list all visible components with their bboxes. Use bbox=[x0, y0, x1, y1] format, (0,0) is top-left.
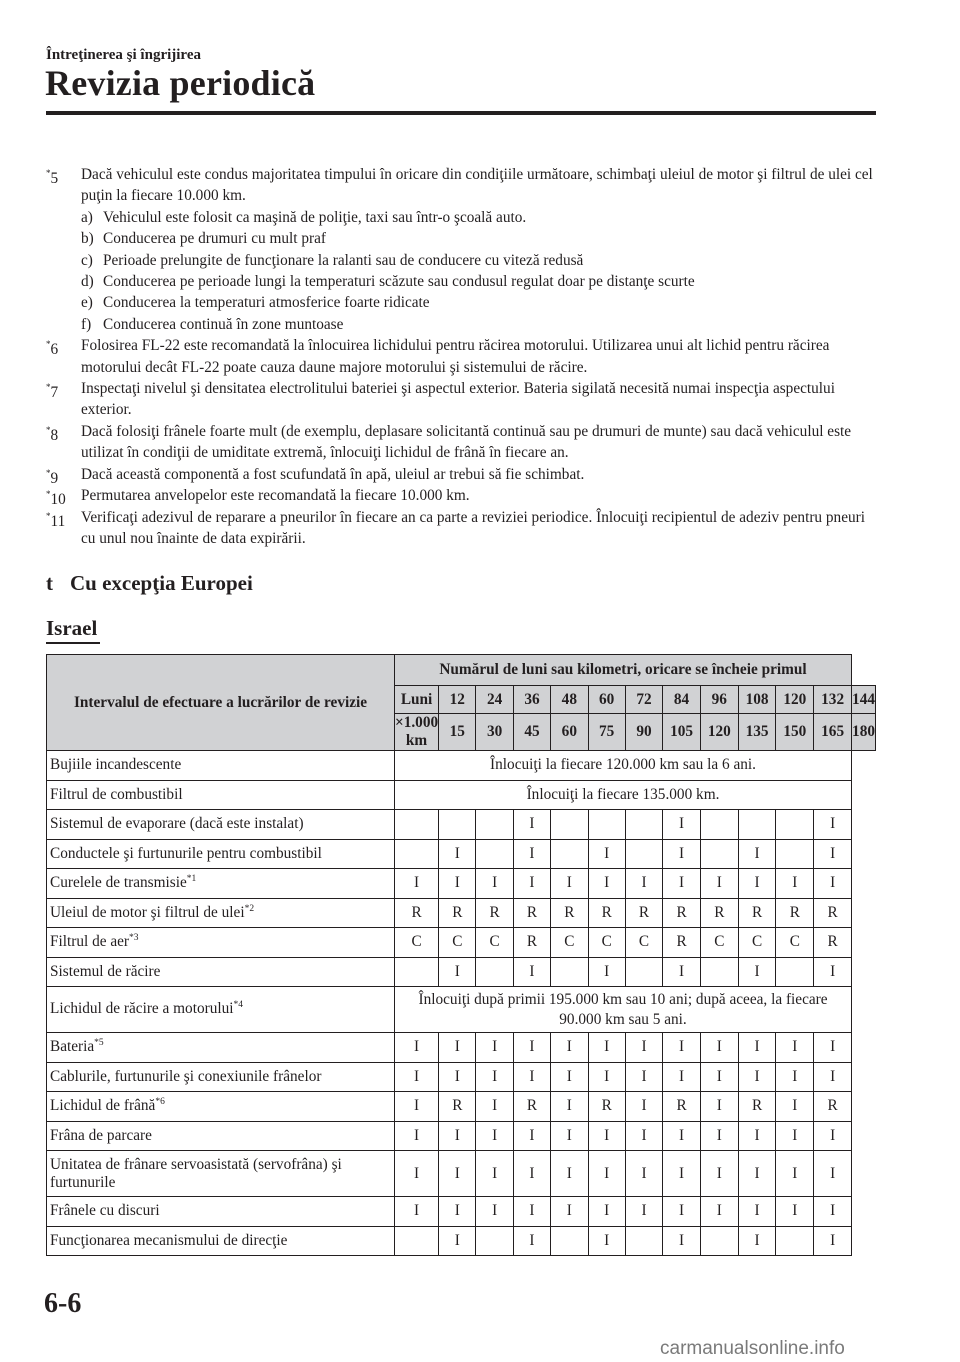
footnote-subitem: c) Perioade prelungite de funcţionare la ralanti sau de conducere cu viteză redusă bbox=[81, 251, 584, 269]
schedule-cell: I bbox=[588, 1226, 625, 1256]
row-header: Intervalul de efectuare a lucrărilor de revizie bbox=[47, 655, 395, 751]
schedule-cell: I bbox=[814, 957, 852, 987]
schedule-cell: I bbox=[588, 1121, 625, 1151]
schedule-cell: I bbox=[551, 1121, 588, 1151]
schedule-cell bbox=[588, 810, 625, 840]
footnote-subitem: f) Conducerea continuă în zone muntoase bbox=[81, 315, 344, 333]
schedule-cell: I bbox=[738, 1226, 776, 1256]
schedule-cell: I bbox=[439, 1151, 476, 1197]
maintenance-item: Funcţionarea mecanismului de direcţie bbox=[47, 1226, 395, 1256]
schedule-cell: I bbox=[513, 1062, 550, 1092]
footnote-text: Verificaţi adezivul de reparare a pneurilor în fiecare an ca parte a reviziei periodice. Înlocuiţi recipientul de adeziv pentru pneuri cu unul nou înainte de data expirării. bbox=[81, 508, 865, 547]
schedule-cell bbox=[625, 839, 662, 869]
month-column-header: 72 bbox=[625, 686, 662, 714]
schedule-cell: I bbox=[551, 1197, 588, 1227]
schedule-cell: R bbox=[663, 898, 701, 928]
schedule-cell: I bbox=[663, 957, 701, 987]
schedule-cell bbox=[776, 839, 814, 869]
schedule-cell: I bbox=[513, 957, 550, 987]
schedule-cell: R bbox=[588, 898, 625, 928]
schedule-cell: I bbox=[663, 1197, 701, 1227]
interval-header: Numărul de luni sau kilometri, oricare se încheie primul bbox=[394, 655, 851, 686]
km-column-header: 60 bbox=[551, 714, 588, 751]
km-column-header: 120 bbox=[700, 714, 738, 751]
schedule-cell: I bbox=[700, 1121, 738, 1151]
schedule-cell bbox=[700, 1226, 738, 1256]
table-row bbox=[47, 898, 876, 928]
schedule-cell: I bbox=[738, 839, 776, 869]
schedule-cell: I bbox=[476, 1033, 513, 1063]
footnote-mark: *8 bbox=[46, 424, 59, 444]
region-rule bbox=[46, 642, 100, 644]
maintenance-schedule-table bbox=[46, 654, 876, 1256]
schedule-cell: I bbox=[394, 1092, 438, 1122]
km-column-header: 30 bbox=[476, 714, 513, 751]
schedule-cell: I bbox=[439, 957, 476, 987]
schedule-cell: I bbox=[513, 839, 550, 869]
schedule-cell: I bbox=[663, 810, 701, 840]
schedule-cell: I bbox=[738, 1197, 776, 1227]
schedule-cell: R bbox=[700, 898, 738, 928]
schedule-cell: I bbox=[551, 1062, 588, 1092]
maintenance-item: Filtrul de aer$^{*3}$ bbox=[47, 928, 395, 958]
schedule-cell: I bbox=[551, 869, 588, 899]
schedule-cell bbox=[700, 839, 738, 869]
schedule-cell: R bbox=[776, 898, 814, 928]
schedule-cell: I bbox=[588, 1062, 625, 1092]
table-row bbox=[47, 957, 876, 987]
schedule-cell bbox=[700, 957, 738, 987]
maintenance-item: Unitatea de frânare servoasistată (servofrâna) şi furtunurile bbox=[47, 1151, 395, 1197]
schedule-cell: I bbox=[738, 869, 776, 899]
schedule-cell: R bbox=[814, 1092, 852, 1122]
table-row bbox=[47, 928, 876, 958]
schedule-cell bbox=[551, 839, 588, 869]
schedule-cell: I bbox=[394, 1151, 438, 1197]
footnote-ref: *5 bbox=[94, 1038, 104, 1049]
schedule-cell: R bbox=[738, 898, 776, 928]
schedule-cell: I bbox=[476, 1151, 513, 1197]
schedule-cell: I bbox=[439, 839, 476, 869]
schedule-cell: I bbox=[663, 1121, 701, 1151]
maintenance-item: Frânele cu discuri bbox=[47, 1197, 395, 1227]
schedule-cell: I bbox=[625, 1092, 662, 1122]
footnote-subitem: d) Conducerea pe perioade lungi la temperaturi scăzute sau condusul regulat doar pe distanţe scurte bbox=[81, 273, 695, 291]
schedule-cell: I bbox=[551, 1151, 588, 1197]
schedule-cell: R bbox=[439, 1092, 476, 1122]
schedule-cell: C bbox=[700, 928, 738, 958]
schedule-cell bbox=[476, 1226, 513, 1256]
km-column-header: 15 bbox=[439, 714, 476, 751]
schedule-cell: I bbox=[738, 1121, 776, 1151]
table-row bbox=[47, 1151, 876, 1197]
schedule-cell: I bbox=[700, 1033, 738, 1063]
schedule-cell bbox=[625, 957, 662, 987]
title-rule bbox=[46, 111, 876, 115]
schedule-cell bbox=[476, 957, 513, 987]
schedule-cell: I bbox=[776, 869, 814, 899]
schedule-cell: I bbox=[394, 1062, 438, 1092]
table-row bbox=[47, 1226, 876, 1256]
table-row bbox=[47, 780, 876, 810]
schedule-cell: I bbox=[776, 1092, 814, 1122]
maintenance-item: Uleiul de motor şi filtrul de ulei$^{*2}$ bbox=[47, 898, 395, 928]
schedule-cell: I bbox=[588, 957, 625, 987]
schedule-cell bbox=[776, 1226, 814, 1256]
schedule-cell: I bbox=[439, 1062, 476, 1092]
section-label: Întreţinerea şi îngrijirea bbox=[46, 47, 201, 63]
schedule-cell: I bbox=[814, 869, 852, 899]
schedule-cell: I bbox=[814, 1033, 852, 1063]
schedule-cell: I bbox=[700, 1092, 738, 1122]
schedule-cell bbox=[776, 957, 814, 987]
month-column-header: 12 bbox=[439, 686, 476, 714]
schedule-cell: I bbox=[625, 1197, 662, 1227]
section-bullet-icon: t bbox=[46, 571, 53, 595]
schedule-cell: I bbox=[588, 1033, 625, 1063]
footnotes bbox=[46, 164, 876, 549]
footnote-subitem: a) Vehiculul este folosit ca maşină de poliţie, taxi sau într-o şcoală auto. bbox=[81, 208, 527, 226]
schedule-cell: I bbox=[476, 869, 513, 899]
maintenance-item: Sistemul de răcire bbox=[47, 957, 395, 987]
maintenance-item: Conductele şi furtunurile pentru combustibil bbox=[47, 839, 395, 869]
table-row bbox=[47, 987, 876, 1033]
km-column-header: 45 bbox=[513, 714, 550, 751]
schedule-cell bbox=[439, 810, 476, 840]
km-column-header: 135 bbox=[738, 714, 776, 751]
schedule-cell: I bbox=[663, 839, 701, 869]
schedule-cell: R bbox=[738, 1092, 776, 1122]
schedule-cell bbox=[776, 810, 814, 840]
schedule-cell bbox=[738, 810, 776, 840]
maintenance-item: Sistemul de evaporare (dacă este instalat) bbox=[47, 810, 395, 840]
maintenance-item: Lichidul de răcire a motorului$^{*4}$ bbox=[47, 987, 395, 1033]
schedule-cell: I bbox=[700, 869, 738, 899]
footnote-mark: *5 bbox=[46, 168, 59, 188]
table-row bbox=[47, 839, 876, 869]
schedule-cell: I bbox=[776, 1197, 814, 1227]
km-column-header: 75 bbox=[588, 714, 625, 751]
month-column-header: 84 bbox=[663, 686, 701, 714]
schedule-cell: I bbox=[625, 1062, 662, 1092]
footnote-text: Folosirea FL-22 este recomandată la înlocuirea lichidului pentru răcirea motorului. Utilizarea unui alt lichid pentru răcirea motorului decât FL-22 poate cauza daune majore motorului şi sistemului de răcire. bbox=[81, 337, 830, 376]
interval-instruction: Înlocuiţi după primii 195.000 km sau 10 ani; după aceea, la fiecare 90.000 km sau 5 ani. bbox=[394, 987, 851, 1033]
schedule-cell bbox=[476, 839, 513, 869]
schedule-cell: I bbox=[625, 1033, 662, 1063]
schedule-cell: C bbox=[394, 928, 438, 958]
maintenance-item: Filtrul de combustibil bbox=[47, 780, 395, 810]
footnote-mark: *10 bbox=[46, 489, 66, 509]
month-column-header: 132 bbox=[814, 686, 852, 714]
schedule-cell: I bbox=[513, 1197, 550, 1227]
schedule-cell: I bbox=[476, 1121, 513, 1151]
maintenance-item: Frâna de parcare bbox=[47, 1121, 395, 1151]
footnote-text: Dacă folosiţi frânele foarte mult (de exemplu, deplasare solicitantă continuă sau pe drumuri de munte) sau dacă vehiculul este utilizat în condiţii de umiditate extremă, înlocuiţi lichidul de frână în fiecare an. bbox=[81, 422, 852, 462]
schedule-cell: C bbox=[439, 928, 476, 958]
month-column-header: 24 bbox=[476, 686, 513, 714]
schedule-cell: R bbox=[439, 898, 476, 928]
month-column-header: 108 bbox=[738, 686, 776, 714]
footnote bbox=[46, 464, 876, 485]
schedule-cell: R bbox=[513, 928, 550, 958]
schedule-cell: I bbox=[513, 1033, 550, 1063]
schedule-cell: I bbox=[776, 1033, 814, 1063]
schedule-cell: I bbox=[513, 1151, 550, 1197]
footnote bbox=[46, 378, 876, 421]
footnote-mark: *7 bbox=[46, 382, 59, 402]
schedule-cell: C bbox=[476, 928, 513, 958]
schedule-cell: I bbox=[513, 810, 550, 840]
schedule-cell: I bbox=[513, 1121, 550, 1151]
schedule-cell: I bbox=[814, 1197, 852, 1227]
schedule-cell: C bbox=[551, 928, 588, 958]
schedule-cell: I bbox=[700, 1062, 738, 1092]
schedule-cell: I bbox=[814, 1121, 852, 1151]
schedule-cell: I bbox=[588, 1151, 625, 1197]
footnote-mark: *11 bbox=[46, 510, 66, 530]
schedule-cell: I bbox=[738, 957, 776, 987]
month-column-header: 36 bbox=[513, 686, 550, 714]
schedule-cell bbox=[551, 1226, 588, 1256]
maintenance-item: Curelele de transmisie$^{*1}$ bbox=[47, 869, 395, 899]
schedule-cell: I bbox=[394, 869, 438, 899]
footnote-ref: *4 bbox=[233, 1000, 243, 1011]
footnote bbox=[46, 421, 876, 464]
schedule-cell: I bbox=[476, 1062, 513, 1092]
table-row bbox=[47, 869, 876, 899]
schedule-cell: I bbox=[476, 1197, 513, 1227]
schedule-cell: I bbox=[776, 1151, 814, 1197]
schedule-cell: R bbox=[513, 898, 550, 928]
schedule-cell bbox=[394, 1226, 438, 1256]
schedule-cell: R bbox=[625, 898, 662, 928]
schedule-cell: I bbox=[663, 1062, 701, 1092]
schedule-cell: I bbox=[814, 810, 852, 840]
km-column-header: 90 bbox=[625, 714, 662, 751]
schedule-cell: I bbox=[700, 1151, 738, 1197]
interval-instruction: Înlocuiţi la fiecare 135.000 km. bbox=[394, 780, 851, 810]
region-title: Israel bbox=[46, 616, 98, 640]
schedule-cell: I bbox=[439, 869, 476, 899]
schedule-cell: I bbox=[394, 1033, 438, 1063]
schedule-cell: I bbox=[814, 1226, 852, 1256]
schedule-cell bbox=[394, 839, 438, 869]
months-label: Luni bbox=[394, 686, 438, 714]
footnote-subitem: b) Conducerea pe drumuri cu mult praf bbox=[81, 230, 326, 248]
km-label: ×1.000 km bbox=[394, 714, 439, 749]
schedule-cell: I bbox=[394, 1197, 438, 1227]
footnote-text: Inspectaţi nivelul şi densitatea electrolitului bateriei şi aspectul exterior. Bateria sigilată necesită numai inspecţia aspectului exterior. bbox=[81, 380, 835, 419]
schedule-cell: I bbox=[394, 1121, 438, 1151]
schedule-cell: I bbox=[814, 1151, 852, 1197]
schedule-cell: R bbox=[476, 898, 513, 928]
km-column-header: 180 bbox=[852, 714, 876, 751]
schedule-cell: I bbox=[439, 1121, 476, 1151]
footnote bbox=[46, 335, 876, 378]
schedule-cell: I bbox=[814, 839, 852, 869]
watermark: carmanualsonline.info bbox=[660, 1338, 845, 1359]
schedule-cell: C bbox=[625, 928, 662, 958]
schedule-cell: I bbox=[663, 1033, 701, 1063]
month-column-header: 60 bbox=[588, 686, 625, 714]
month-column-header: 96 bbox=[700, 686, 738, 714]
interval-instruction: Înlocuiţi la fiecare 120.000 km sau la 6 ani. bbox=[394, 751, 851, 781]
schedule-cell: I bbox=[513, 1226, 550, 1256]
schedule-cell: I bbox=[588, 839, 625, 869]
schedule-cell: I bbox=[439, 1033, 476, 1063]
schedule-cell: I bbox=[814, 1062, 852, 1092]
schedule-cell: I bbox=[476, 1092, 513, 1122]
section-heading-text: Cu excepţia Europei bbox=[70, 571, 253, 595]
footnote-text: Permutarea anvelopelor este recomandată la fiecare 10.000 km. bbox=[81, 487, 470, 505]
km-column-header: 105 bbox=[663, 714, 701, 751]
schedule-cell: I bbox=[776, 1062, 814, 1092]
km-column-header: 165 bbox=[814, 714, 852, 751]
section-heading bbox=[46, 571, 253, 596]
month-column-header: 120 bbox=[776, 686, 814, 714]
maintenance-item: Bateria$^{*5}$ bbox=[47, 1033, 395, 1063]
schedule-cell: I bbox=[439, 1226, 476, 1256]
schedule-cell: R bbox=[394, 898, 438, 928]
schedule-cell: I bbox=[738, 1151, 776, 1197]
schedule-cell: C bbox=[776, 928, 814, 958]
schedule-cell: I bbox=[663, 1151, 701, 1197]
schedule-cell: I bbox=[625, 1121, 662, 1151]
footnote bbox=[46, 164, 876, 335]
schedule-cell: R bbox=[663, 928, 701, 958]
footnote-ref: *2 bbox=[244, 903, 255, 914]
table-row bbox=[47, 810, 876, 840]
footnote-text: Dacă vehiculul este condus majoritatea timpului în oricare din condiţiile următoare, schimbaţi uleiul de motor şi filtrul de ulei cel puţin la fiecare 10.000 km. bbox=[81, 166, 873, 205]
table-row bbox=[47, 1092, 876, 1122]
schedule-cell bbox=[394, 810, 438, 840]
schedule-cell: I bbox=[625, 869, 662, 899]
table-row bbox=[47, 1197, 876, 1227]
schedule-cell bbox=[700, 810, 738, 840]
km-column-header: 150 bbox=[776, 714, 814, 751]
schedule-cell: R bbox=[588, 1092, 625, 1122]
maintenance-item: Lichidul de frână$^{*6}$ bbox=[47, 1092, 395, 1122]
schedule-cell bbox=[476, 810, 513, 840]
schedule-cell: I bbox=[551, 1092, 588, 1122]
table-row bbox=[47, 1121, 876, 1151]
schedule-cell bbox=[625, 810, 662, 840]
footnote-ref: *6 bbox=[155, 1097, 165, 1108]
schedule-cell: R bbox=[551, 898, 588, 928]
page-title: Revizia periodică bbox=[45, 63, 316, 103]
schedule-cell: I bbox=[738, 1062, 776, 1092]
footnote-mark: *9 bbox=[46, 467, 59, 487]
footnote-mark: *6 bbox=[46, 339, 59, 359]
month-column-header: 48 bbox=[551, 686, 588, 714]
page-number: 6-6 bbox=[44, 1288, 82, 1319]
schedule-cell: C bbox=[588, 928, 625, 958]
schedule-cell: I bbox=[776, 1121, 814, 1151]
footnote-text: Dacă această componentă a fost scufundată în apă, uleiul ar trebui să fie schimbat. bbox=[81, 465, 585, 483]
schedule-cell: I bbox=[663, 869, 701, 899]
footnote-ref: *1 bbox=[186, 874, 197, 885]
schedule-cell: I bbox=[439, 1197, 476, 1227]
schedule-cell bbox=[625, 1226, 662, 1256]
footnote bbox=[46, 507, 876, 550]
schedule-cell: I bbox=[513, 869, 550, 899]
footnote-subitem: e) Conducerea la temperaturi atmosferice foarte ridicate bbox=[81, 294, 430, 312]
footnote-ref: *3 bbox=[129, 933, 139, 944]
schedule-cell: I bbox=[738, 1033, 776, 1063]
month-column-header: 144 bbox=[852, 686, 876, 714]
schedule-cell: I bbox=[588, 869, 625, 899]
maintenance-item: Cablurile, furtunurile şi conexiunile frânelor bbox=[47, 1062, 395, 1092]
footnote bbox=[46, 485, 876, 509]
schedule-cell: R bbox=[814, 928, 852, 958]
schedule-cell: I bbox=[700, 1197, 738, 1227]
schedule-cell: I bbox=[625, 1151, 662, 1197]
schedule-cell: R bbox=[814, 898, 852, 928]
schedule-cell bbox=[551, 810, 588, 840]
table-row bbox=[47, 1033, 876, 1063]
schedule-cell: I bbox=[663, 1226, 701, 1256]
schedule-cell bbox=[551, 957, 588, 987]
schedule-cell: C bbox=[738, 928, 776, 958]
schedule-cell: R bbox=[663, 1092, 701, 1122]
table-row bbox=[47, 1062, 876, 1092]
schedule-cell: R bbox=[513, 1092, 550, 1122]
maintenance-item: Bujiile incandescente bbox=[47, 751, 395, 781]
schedule-cell: I bbox=[551, 1033, 588, 1063]
schedule-cell: I bbox=[588, 1197, 625, 1227]
schedule-cell bbox=[394, 957, 438, 987]
table-row bbox=[47, 751, 876, 781]
